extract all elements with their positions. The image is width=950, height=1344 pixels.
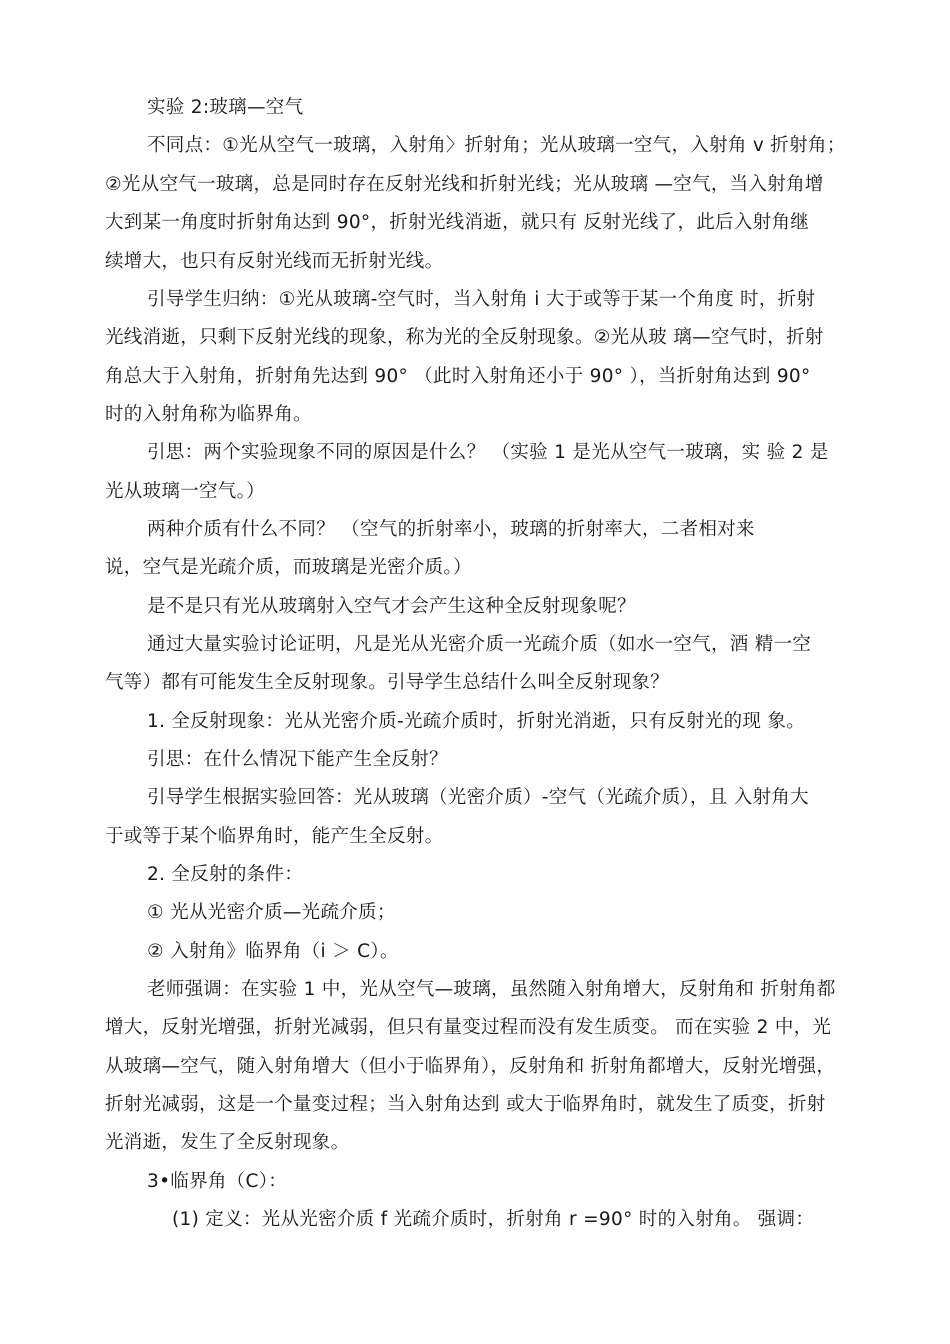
text-line: 角总大于入射角，折射角先达到 90° （此时入射角还小于 90° ），当折射角达到 90°: [105, 366, 811, 387]
text-line: 说，空气是光疏介质，而玻璃是光密介质。）: [105, 557, 472, 578]
text-line: 3•临界角（C）：: [147, 1171, 288, 1192]
text-line: 两种介质有什么不同？ （空气的折射率小，玻璃的折射率大，二者相对来: [147, 519, 755, 540]
text-line: 光从玻璃一空气。）: [105, 481, 265, 502]
text-line: 不同点：①光从空气一玻璃，入射角〉折射角；光从玻璃一空气，入射角 v 折射角；: [147, 135, 846, 156]
text-line: 实验 2:玻璃—空气: [147, 97, 304, 118]
text-line: 光消逝，发生了全反射现象。: [105, 1132, 350, 1153]
text-line: 从玻璃—空气，随入射角增大（但小于临界角），反射角和 折射角都增大，反射光增强，: [105, 1056, 836, 1077]
text-line: 续增大，也只有反射光线而无折射光线。: [105, 251, 444, 272]
text-line: 引导学生根据实验回答：光从玻璃（光密介质）-空气（光疏介质），且 入射角大: [147, 787, 809, 808]
text-line: 2. 全反射的条件：: [147, 864, 304, 885]
text-line: 增大，反射光增强，折射光减弱，但只有量变过程而没有发生质变。 而在实验 2 中，光: [105, 1017, 832, 1038]
text-line: 引思：两个实验现象不同的原因是什么？ （实验 1 是光从空气一玻璃，实 验 2 是: [147, 442, 829, 463]
text-line: ① 光从光密介质—光疏介质；: [147, 902, 396, 923]
text-line: 于或等于某个临界角时，能产生全反射。: [105, 826, 444, 847]
text-line: 光线消逝，只剩下反射光线的现象，称为光的全反射现象。②光从玻 璃—空气时，折射: [105, 327, 824, 348]
text-line: 大到某一角度时折射角达到 90°，折射光线消逝，就只有 反射光线了，此后入射角继: [105, 212, 810, 233]
text-line: 通过大量实验讨论证明，凡是光从光密介质一光疏介质（如水一空气，酒 精一空: [147, 634, 812, 655]
text-line: 引导学生归纳：①光从玻璃-空气时，当入射角 i 大于或等于某一个角度 时，折射: [147, 289, 816, 310]
text-line: ② 入射角》临界角（i ＞ C）。: [147, 941, 399, 962]
text-line: 是不是只有光从玻璃射入空气才会产生这种全反射现象呢？: [147, 596, 636, 617]
text-line: 时的入射角称为临界角。: [105, 404, 312, 425]
text-line: 折射光减弱，这是一个量变过程；当入射角达到 或大于临界角时，就发生了质变，折射: [105, 1094, 826, 1115]
text-line: 气等）都有可能发生全反射现象。引导学生总结什么叫全反射现象？: [105, 672, 670, 693]
text-line: 老师强调：在实验 1 中，光从空气—玻璃，虽然随入射角增大，反射角和 折射角都: [147, 979, 836, 1000]
text-line: 1. 全反射现象：光从光密介质-光疏介质时，折射光消逝，只有反射光的现 象。: [147, 711, 805, 732]
text-line: 引思：在什么情况下能产生全反射？: [147, 749, 448, 770]
text-line: ②光从空气一玻璃，总是同时存在反射光线和折射光线；光从玻璃 —空气，当入射角增: [105, 174, 824, 195]
text-line: (1) 定义：光从光密介质 f 光疏介质时，折射角 r =90° 时的入射角。 强调：: [172, 1209, 815, 1230]
